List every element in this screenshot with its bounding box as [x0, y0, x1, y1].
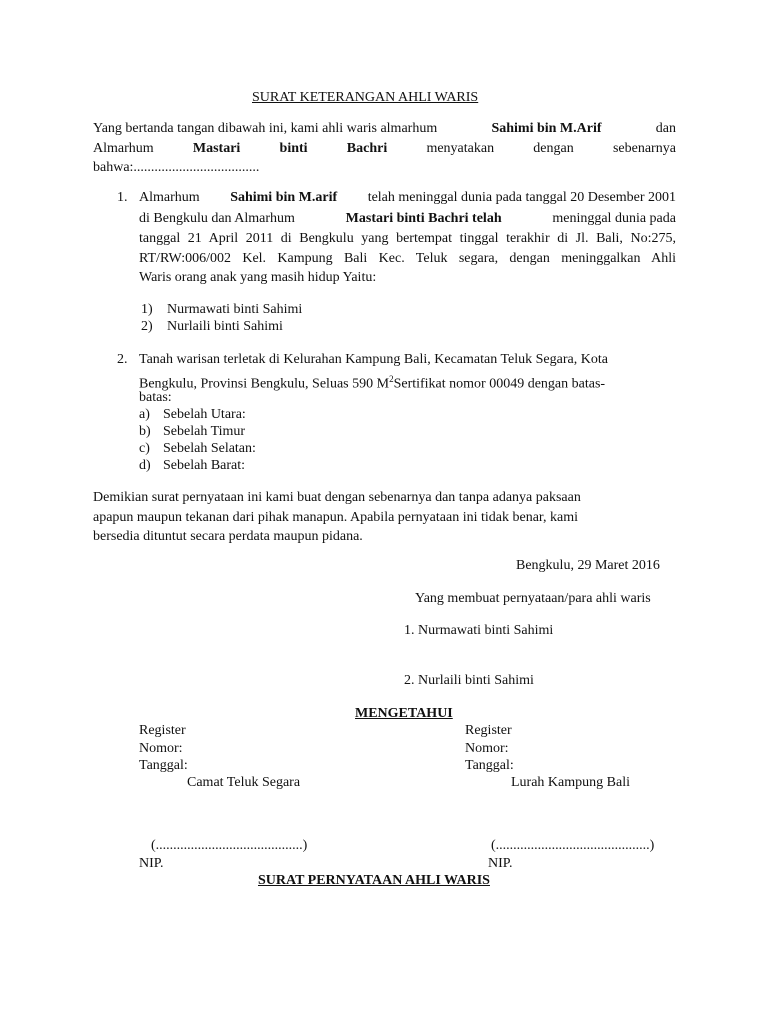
place-date: Bengkulu, 29 Maret 2016	[516, 558, 660, 573]
heir-number: 2)	[141, 319, 153, 334]
right-signature-line: (............................................)	[491, 838, 655, 853]
intro-line-2	[93, 140, 676, 157]
boundary-label: Sebelah Utara:	[163, 407, 246, 422]
deceased-name: Sahimi bin M.Arif	[491, 121, 602, 136]
heir-number: 1)	[141, 302, 153, 317]
right-official-title: Lurah Kampung Bali	[511, 775, 630, 790]
boundary-letter: d)	[139, 458, 151, 473]
boundary-letter: c)	[139, 441, 150, 456]
deceased-name: Mastari binti Bachri telah	[345, 211, 502, 226]
deceased-name-part: binti	[279, 141, 308, 156]
intro-text: dan	[655, 121, 676, 136]
boundary-letter: b)	[139, 424, 151, 439]
intro-word: Almarhum	[93, 141, 154, 156]
item-number: 2.	[117, 352, 128, 367]
boundary-letter: a)	[139, 407, 150, 422]
closing-line-1: Demikian surat pernyataan ini kami buat dengan sebenarnya dan tanpa adanya paksaan	[93, 490, 581, 505]
item1-line-4: RT/RW:006/002 Kel. Kampung Bali Kec. Teluk segara, dengan meninggalkan Ahli	[139, 251, 676, 266]
item-text: Almarhum	[139, 190, 200, 205]
right-nomor: Nomor:	[465, 741, 509, 756]
heir-name: Nurmawati binti Sahimi	[167, 302, 303, 317]
acknowledge-title: MENGETAHUI	[355, 706, 453, 721]
left-nip: NIP.	[139, 856, 164, 871]
signatory-header: Yang membuat pernyataan/para ahli waris	[415, 591, 651, 606]
heir-name: Nurlaili binti Sahimi	[167, 319, 283, 334]
signatory-2: 2. Nurlaili binti Sahimi	[404, 673, 534, 688]
signatory-1: 1. Nurmawati binti Sahimi	[404, 623, 554, 638]
item-text: meninggal dunia pada	[552, 211, 676, 226]
area-superscript: 2	[389, 374, 394, 384]
boundary-label: Sebelah Timur	[163, 424, 246, 439]
left-tanggal: Tanggal:	[139, 758, 188, 773]
intro-word: menyatakan	[426, 141, 495, 156]
intro-line-3: bahwa:....................................	[93, 160, 260, 175]
item-text: telah meninggal dunia pada tanggal 20 Desember 2001	[367, 190, 676, 205]
item1-line-1	[139, 189, 676, 206]
land-area-text: Bengkulu, Provinsi Bengkulu, Seluas 590 M	[139, 376, 390, 392]
document-title: SURAT KETERANGAN AHLI WARIS	[252, 90, 479, 105]
left-register: Register	[139, 723, 186, 738]
intro-line-1	[93, 120, 676, 137]
item1-line-3: tanggal 21 April 2011 di Bengkulu yang bertempat tinggal terakhir di Jl. Bali, No:275,	[139, 231, 676, 246]
deceased-name: Sahimi bin M.arif	[230, 190, 338, 205]
right-nip: NIP.	[488, 856, 513, 871]
right-register: Register	[465, 723, 512, 738]
intro-word: dengan	[533, 141, 574, 156]
closing-line-3: bersedia dituntut secara perdata maupun pidana.	[93, 529, 363, 544]
deceased-name-part: Bachri	[346, 141, 388, 156]
item2-line-2	[139, 371, 605, 393]
left-official-title: Camat Teluk Segara	[187, 775, 301, 790]
left-nomor: Nomor:	[139, 741, 183, 756]
intro-word: sebenarnya	[612, 141, 676, 156]
boundary-label: Sebelah Selatan:	[163, 441, 256, 456]
item-text: di Bengkulu dan Almarhum	[139, 211, 295, 226]
closing-line-2: apapun maupun tekanan dari pihak manapun. Apabila pernyataan ini tidak benar, kami	[93, 510, 578, 525]
intro-text: Yang bertanda tangan dibawah ini, kami ahli waris almarhum	[93, 121, 438, 136]
item2-line-1: Tanah warisan terletak di Kelurahan Kampung Bali, Kecamatan Teluk Segara, Kota	[139, 352, 608, 367]
item1-line-2	[139, 210, 676, 227]
right-tanggal: Tanggal:	[465, 758, 514, 773]
left-signature-line: (..........................................)	[151, 838, 308, 853]
deceased-name-part: Mastari	[192, 141, 241, 156]
boundary-label: Sebelah Barat:	[163, 458, 246, 473]
certificate-text: Sertifikat nomor 00049 dengan batas-	[393, 376, 606, 392]
footer-title: SURAT PERNYATAAN AHLI WARIS	[258, 873, 490, 888]
item2-line-3: batas:	[139, 390, 172, 405]
item1-line-5: Waris orang anak yang masih hidup Yaitu:	[139, 270, 377, 285]
item-number: 1.	[117, 190, 128, 205]
